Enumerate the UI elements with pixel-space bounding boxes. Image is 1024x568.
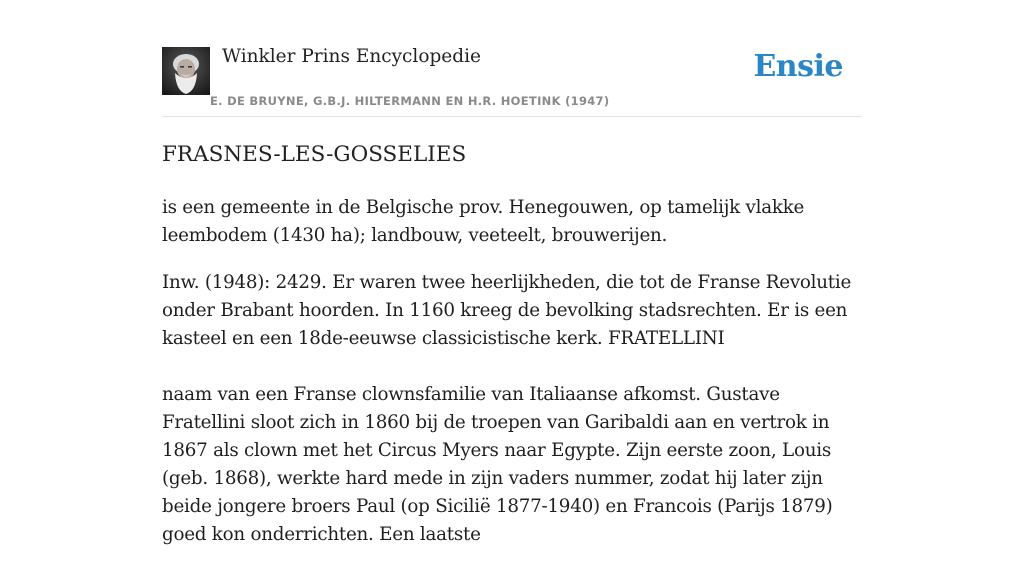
author-avatar[interactable] <box>162 47 210 95</box>
paragraph-1: is een gemeente in de Belgische prov. Henegouwen, op tamelijk vlakke leembodem (1430 ha); landbouw, veeteelt, brouwerijen. <box>162 197 805 246</box>
authors-byline: E. DE BRUYNE, G.B.J. HILTERMANN EN H.R. HOETINK (1947) <box>210 94 610 108</box>
brand-logo-link[interactable]: Ensie <box>753 49 843 84</box>
portrait-icon <box>162 47 210 95</box>
article-body <box>162 138 862 568</box>
entry-title: FRASNES-LES-GOSSELIES <box>162 142 467 167</box>
publication-title[interactable]: Winkler Prins Encyclopedie <box>222 46 481 67</box>
paragraph-2: Inw. (1948): 2429. Er waren twee heerlijkheden, die tot de Franse Revolutie onder Brabant hoorden. In 1160 kreeg de bevolking stadsrechten. Er is een kasteel en een 18de-eeuwse classicistische kerk. FRATELLINI <box>162 272 852 349</box>
paragraph-3: naam van een Franse clownsfamilie van Italiaanse afkomst. Gustave Fratellini sloot zich in 1860 bij de troepen van Garibaldi aan en vertrok in 1867 als clown met het Circus Myers naar Egypte. Zijn eerste zoon, Louis (geb. 1868), werkte hard mede in zijn vaders nummer, zodat hij later zijn beide jongere broers Paul (op Sicilië 1877-1940) en Francois (Parijs 1879) goed kon onderrichten. Een laatste <box>162 384 833 545</box>
publication-header <box>162 40 862 117</box>
